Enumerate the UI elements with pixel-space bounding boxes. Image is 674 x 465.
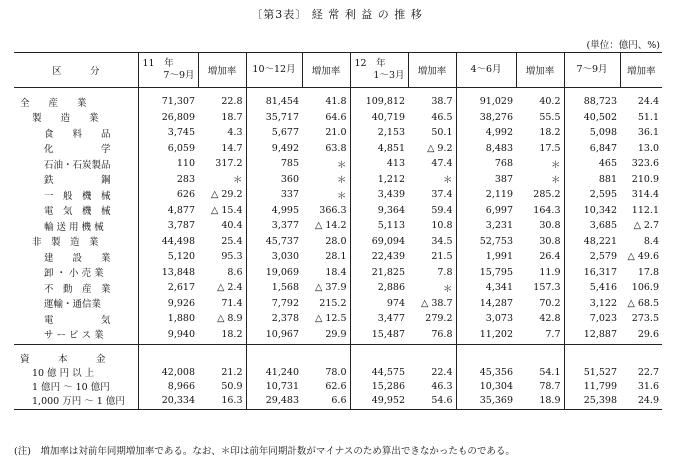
profit-value: 26,809 — [138, 110, 198, 126]
profit-value: 109,812 — [350, 88, 408, 110]
row-label: 電 気 — [44, 314, 111, 326]
footnote: (注) 増加率は対前年同期増加率である。なお、＊印は前年同期計数がマイナスのため算出できなかったものである。 — [14, 446, 515, 457]
growth-rate: 50.9 — [221, 380, 243, 392]
profit-value: 14,287 — [456, 296, 516, 312]
profit-value: 1,212 — [350, 172, 408, 188]
profit-value: 2,153 — [350, 125, 408, 141]
growth-rate: 4.3 — [227, 127, 243, 139]
table-row — [14, 280, 662, 296]
table-row — [14, 379, 662, 393]
growth-rate: 55.5 — [539, 111, 561, 123]
growth-rate: 285.2 — [533, 189, 561, 201]
growth-rate: 22.8 — [221, 96, 243, 108]
rate-header: 増加率 — [408, 53, 456, 88]
profit-value: 48,221 — [564, 234, 620, 250]
empty-cell — [456, 345, 516, 366]
profit-value: 974 — [350, 296, 408, 312]
profit-value: 4,341 — [456, 280, 516, 296]
growth-rate: 317.2 — [215, 158, 243, 170]
profit-value: 13,848 — [138, 265, 198, 281]
profit-value: 413 — [350, 156, 408, 172]
profit-value: 10,731 — [246, 379, 302, 393]
growth-rate: △ 49.6 — [627, 251, 659, 263]
profit-value: 15,795 — [456, 265, 516, 281]
profit-value: 3,439 — [350, 187, 408, 203]
profit-value: 9,364 — [350, 203, 408, 219]
empty-cell — [620, 345, 662, 366]
growth-rate: 63.8 — [325, 142, 347, 154]
growth-rate: 14.7 — [221, 142, 243, 154]
profit-value: 10,304 — [456, 379, 516, 393]
profit-value: 4,992 — [456, 125, 516, 141]
row-label: 食 料 品 — [44, 128, 111, 140]
profit-value: 40,502 — [564, 110, 620, 126]
capital-header-row — [14, 345, 662, 366]
profit-value: 3,231 — [456, 218, 516, 234]
profit-value: 2,119 — [456, 187, 516, 203]
capital-label: 資 本 金 — [20, 354, 106, 365]
profit-value: 2,886 — [350, 280, 408, 296]
growth-rate: 70.2 — [539, 297, 561, 309]
header-row — [14, 53, 662, 88]
row-label: 鉄 鋼 — [44, 175, 111, 187]
growth-rate: 41.8 — [325, 96, 347, 108]
table-row — [14, 249, 662, 265]
profit-value: 9,926 — [138, 296, 198, 312]
growth-rate: 24.9 — [620, 393, 662, 410]
table-row — [14, 203, 662, 219]
profit-value: 465 — [564, 156, 620, 172]
row-label: 1,000 万円 ～ 1 億円 — [14, 393, 138, 410]
profit-value: 20,334 — [138, 393, 198, 410]
growth-rate: 21.2 — [221, 366, 243, 378]
profit-value: 6,847 — [564, 141, 620, 157]
profit-value: 785 — [246, 156, 302, 172]
row-label: 不 動 産 業 — [44, 283, 111, 295]
growth-rate: 37.4 — [431, 189, 453, 201]
growth-rate: ＊ — [550, 175, 561, 187]
growth-rate: △ 29.2 — [211, 189, 243, 201]
profit-value: 3,685 — [564, 218, 620, 234]
growth-rate: 29.9 — [302, 327, 350, 345]
growth-rate: 21.0 — [325, 127, 347, 139]
growth-rate: 78.7 — [539, 380, 561, 392]
profit-value: 6,059 — [138, 141, 198, 157]
row-label: 一 般 機 械 — [44, 190, 111, 202]
profit-value: 35,717 — [246, 110, 302, 126]
profit-value: 768 — [456, 156, 516, 172]
profit-value: 41,240 — [246, 365, 302, 379]
table-row — [14, 172, 662, 188]
table-row — [14, 141, 662, 157]
growth-rate: △ 9.2 — [427, 142, 453, 154]
profit-value: 2,579 — [564, 249, 620, 265]
growth-rate: 22.4 — [431, 366, 453, 378]
growth-rate: 26.4 — [539, 251, 561, 263]
profit-value: 88,723 — [564, 88, 620, 110]
table-row — [14, 234, 662, 250]
growth-rate: 54.6 — [408, 393, 456, 410]
row-label: 石油・石炭製品 — [44, 159, 111, 171]
profit-value: 42,008 — [138, 365, 198, 379]
empty-cell — [350, 345, 408, 366]
profit-value: 1,568 — [246, 280, 302, 296]
growth-rate: △ 12.5 — [315, 313, 347, 325]
industry-section — [14, 88, 662, 345]
growth-rate: 13.0 — [637, 142, 659, 154]
growth-rate: 10.8 — [431, 220, 453, 232]
profit-value: 69,094 — [350, 234, 408, 250]
table-row — [14, 365, 662, 379]
profit-value: 283 — [138, 172, 198, 188]
row-label: 10 億 円 以 上 — [32, 368, 95, 379]
growth-rate: 31.6 — [637, 380, 659, 392]
profit-value: 4,995 — [246, 203, 302, 219]
growth-rate: 17.8 — [637, 266, 659, 278]
profit-value: 51,527 — [564, 365, 620, 379]
growth-rate: 25.4 — [221, 235, 243, 247]
growth-rate: ＊ — [336, 175, 347, 187]
growth-rate: 64.6 — [325, 111, 347, 123]
growth-rate: 157.3 — [533, 282, 561, 294]
table-row — [14, 265, 662, 281]
profit-value: 4,877 — [138, 203, 198, 219]
growth-rate: △ 15.4 — [211, 204, 243, 216]
growth-rate: 112.1 — [631, 204, 659, 216]
growth-rate: 38.7 — [431, 96, 453, 108]
profit-value: 2,378 — [246, 311, 302, 327]
growth-rate: 22.7 — [637, 366, 659, 378]
table-row — [14, 393, 662, 410]
profit-value: 8,483 — [456, 141, 516, 157]
profit-value: 81,454 — [246, 88, 302, 110]
row-label: 運輸・通信業 — [44, 299, 102, 311]
capital-section — [14, 345, 662, 410]
profit-value: 12,887 — [564, 327, 620, 345]
profit-value: 337 — [246, 187, 302, 203]
growth-rate: 16.3 — [198, 393, 246, 410]
profit-value: 52,753 — [456, 234, 516, 250]
profit-value: 7,792 — [246, 296, 302, 312]
profit-value: 8,966 — [138, 379, 198, 393]
growth-rate: 6.6 — [302, 393, 350, 410]
growth-rate: 11.9 — [539, 266, 561, 278]
table-row — [14, 156, 662, 172]
profit-value: 6,997 — [456, 203, 516, 219]
growth-rate: 17.5 — [539, 142, 561, 154]
table-row — [14, 327, 662, 345]
growth-rate: 36.1 — [637, 127, 659, 139]
profit-value: 9,492 — [246, 141, 302, 157]
profit-value: 387 — [456, 172, 516, 188]
table-row — [14, 88, 662, 110]
profit-value: 45,737 — [246, 234, 302, 250]
profit-value: 2,595 — [564, 187, 620, 203]
row-label: 非 製 造 業 — [32, 237, 99, 249]
profit-value: 3,073 — [456, 311, 516, 327]
period-header: 12 年 1～3月 — [350, 53, 408, 88]
profit-value: 45,356 — [456, 365, 516, 379]
table-row — [14, 125, 662, 141]
row-label: 全 産 業 — [20, 97, 87, 109]
profit-value: 360 — [246, 172, 302, 188]
growth-rate: 46.3 — [431, 380, 453, 392]
profit-value: 40,719 — [350, 110, 408, 126]
profit-value: 3,477 — [350, 311, 408, 327]
growth-rate: 18.7 — [221, 111, 243, 123]
profit-value: 10,342 — [564, 203, 620, 219]
growth-rate: △ 68.5 — [627, 297, 659, 309]
profit-value: 91,029 — [456, 88, 516, 110]
growth-rate: 95.3 — [221, 251, 243, 263]
empty-cell — [302, 345, 350, 366]
table-title: 〔第3表〕 経 常 利 益 の 推 移 — [251, 8, 423, 21]
growth-rate: 18.2 — [198, 327, 246, 345]
growth-rate: 51.1 — [637, 111, 659, 123]
growth-rate: △ 8.9 — [217, 313, 243, 325]
row-label: 製 造 業 — [32, 113, 99, 125]
growth-rate: 18.9 — [516, 393, 564, 410]
profit-value: 49,952 — [350, 393, 408, 410]
growth-rate: 164.3 — [533, 204, 561, 216]
period-header: 10～12月 — [246, 53, 302, 88]
profit-value: 25,398 — [564, 393, 620, 410]
row-label: 電 気 機 械 — [44, 206, 111, 218]
growth-rate: 21.5 — [431, 251, 453, 263]
empty-cell — [198, 345, 246, 366]
profit-value: 110 — [138, 156, 198, 172]
growth-rate: 76.8 — [408, 327, 456, 345]
profit-value: 7,023 — [564, 311, 620, 327]
period-header: 4～6月 — [456, 53, 516, 88]
growth-rate: 8.6 — [227, 266, 243, 278]
profit-value: 5,677 — [246, 125, 302, 141]
growth-rate: 28.0 — [325, 235, 347, 247]
profit-value: 3,122 — [564, 296, 620, 312]
profit-value: 5,098 — [564, 125, 620, 141]
period-header: 7～9月 — [564, 53, 620, 88]
growth-rate: ＊ — [336, 190, 347, 202]
growth-rate: 314.4 — [631, 189, 659, 201]
empty-cell — [246, 345, 302, 366]
growth-rate: △ 38.7 — [421, 297, 453, 309]
growth-rate: ＊ — [550, 159, 561, 171]
profit-value: 3,787 — [138, 218, 198, 234]
profit-value: 5,416 — [564, 280, 620, 296]
growth-rate: 71.4 — [221, 297, 243, 309]
growth-rate: 215.2 — [319, 297, 347, 309]
growth-rate: 30.8 — [539, 220, 561, 232]
growth-rate: 106.9 — [631, 282, 659, 294]
table-row — [14, 311, 662, 327]
empty-cell — [138, 345, 198, 366]
growth-rate: △ 2.4 — [217, 282, 243, 294]
profit-value: 4,851 — [350, 141, 408, 157]
row-label: サ ー ビ ス 業 — [14, 327, 138, 345]
growth-rate: 47.4 — [431, 158, 453, 170]
growth-rate: ＊ — [336, 159, 347, 171]
profit-value: 19,069 — [246, 265, 302, 281]
profit-value: 881 — [564, 172, 620, 188]
growth-rate: ＊ — [442, 175, 453, 187]
profit-value: 15,286 — [350, 379, 408, 393]
growth-rate: 29.6 — [620, 327, 662, 345]
profit-value: 16,317 — [564, 265, 620, 281]
growth-rate: 78.0 — [325, 366, 347, 378]
growth-rate: 323.6 — [631, 158, 659, 170]
table-row — [14, 187, 662, 203]
profit-value: 44,575 — [350, 365, 408, 379]
empty-cell — [564, 345, 620, 366]
profit-value: 626 — [138, 187, 198, 203]
profit-value: 1,880 — [138, 311, 198, 327]
rate-header: 増加率 — [620, 53, 662, 88]
profit-value: 5,120 — [138, 249, 198, 265]
growth-rate: 30.8 — [539, 235, 561, 247]
growth-rate: 40.4 — [221, 220, 243, 232]
unit-label: (単位：億円、%) — [586, 40, 660, 51]
profit-value: 2,617 — [138, 280, 198, 296]
table-row — [14, 110, 662, 126]
growth-rate: 279.2 — [425, 313, 453, 325]
growth-rate: 34.5 — [431, 235, 453, 247]
growth-rate: 18.2 — [539, 127, 561, 139]
profit-value: 15,487 — [350, 327, 408, 345]
growth-rate: 62.6 — [325, 380, 347, 392]
growth-rate: 24.4 — [637, 96, 659, 108]
profit-value: 22,439 — [350, 249, 408, 265]
profit-value: 1,991 — [456, 249, 516, 265]
row-label: 化 学 — [44, 144, 111, 156]
profit-value: 21,825 — [350, 265, 408, 281]
growth-rate: 54.1 — [539, 366, 561, 378]
profit-value: 3,030 — [246, 249, 302, 265]
table-row — [14, 296, 662, 312]
empty-cell — [408, 345, 456, 366]
profit-value: 3,745 — [138, 125, 198, 141]
row-label: 建 設 業 — [44, 252, 111, 264]
empty-cell — [516, 345, 564, 366]
growth-rate: 8.4 — [643, 235, 659, 247]
profit-value: 29,483 — [246, 393, 302, 410]
profit-value: 10,967 — [246, 327, 302, 345]
growth-rate: 46.5 — [431, 111, 453, 123]
rate-header: 増加率 — [198, 53, 246, 88]
growth-rate: ＊ — [232, 175, 243, 187]
growth-rate: 18.4 — [325, 266, 347, 278]
profit-value: 35,369 — [456, 393, 516, 410]
category-header: 区 分 — [14, 53, 138, 88]
profit-value: 9,940 — [138, 327, 198, 345]
growth-rate: 59.4 — [431, 204, 453, 216]
growth-rate: 366.3 — [319, 204, 347, 216]
rate-header: 増加率 — [516, 53, 564, 88]
row-label: 輸 送 用 機 械 — [44, 221, 104, 233]
growth-rate: 40.2 — [539, 96, 561, 108]
profit-value: 71,307 — [138, 88, 198, 110]
profit-value: 44,498 — [138, 234, 198, 250]
rate-header: 増加率 — [302, 53, 350, 88]
profit-value: 5,113 — [350, 218, 408, 234]
profit-value: 38,276 — [456, 110, 516, 126]
growth-rate: 7.8 — [437, 266, 453, 278]
row-label: 卸 ・ 小 売 業 — [44, 268, 104, 280]
growth-rate: 210.9 — [631, 173, 659, 185]
growth-rate: △ 37.9 — [315, 282, 347, 294]
table-row — [14, 218, 662, 234]
row-label: 1 億円 ～ 10 億円 — [32, 382, 110, 393]
growth-rate: 42.8 — [539, 313, 561, 325]
ordinary-profit-table — [14, 52, 662, 410]
growth-rate: △ 14.2 — [315, 220, 347, 232]
profit-value: 11,799 — [564, 379, 620, 393]
growth-rate: 28.1 — [325, 251, 347, 263]
growth-rate: △ 2.7 — [633, 220, 659, 232]
growth-rate: 50.1 — [431, 127, 453, 139]
growth-rate: ＊ — [442, 283, 453, 295]
profit-value: 11,202 — [456, 327, 516, 345]
period-header: 11 年 7～9月 — [138, 53, 198, 88]
profit-value: 3,377 — [246, 218, 302, 234]
growth-rate: 273.5 — [631, 313, 659, 325]
growth-rate: 7.7 — [516, 327, 564, 345]
